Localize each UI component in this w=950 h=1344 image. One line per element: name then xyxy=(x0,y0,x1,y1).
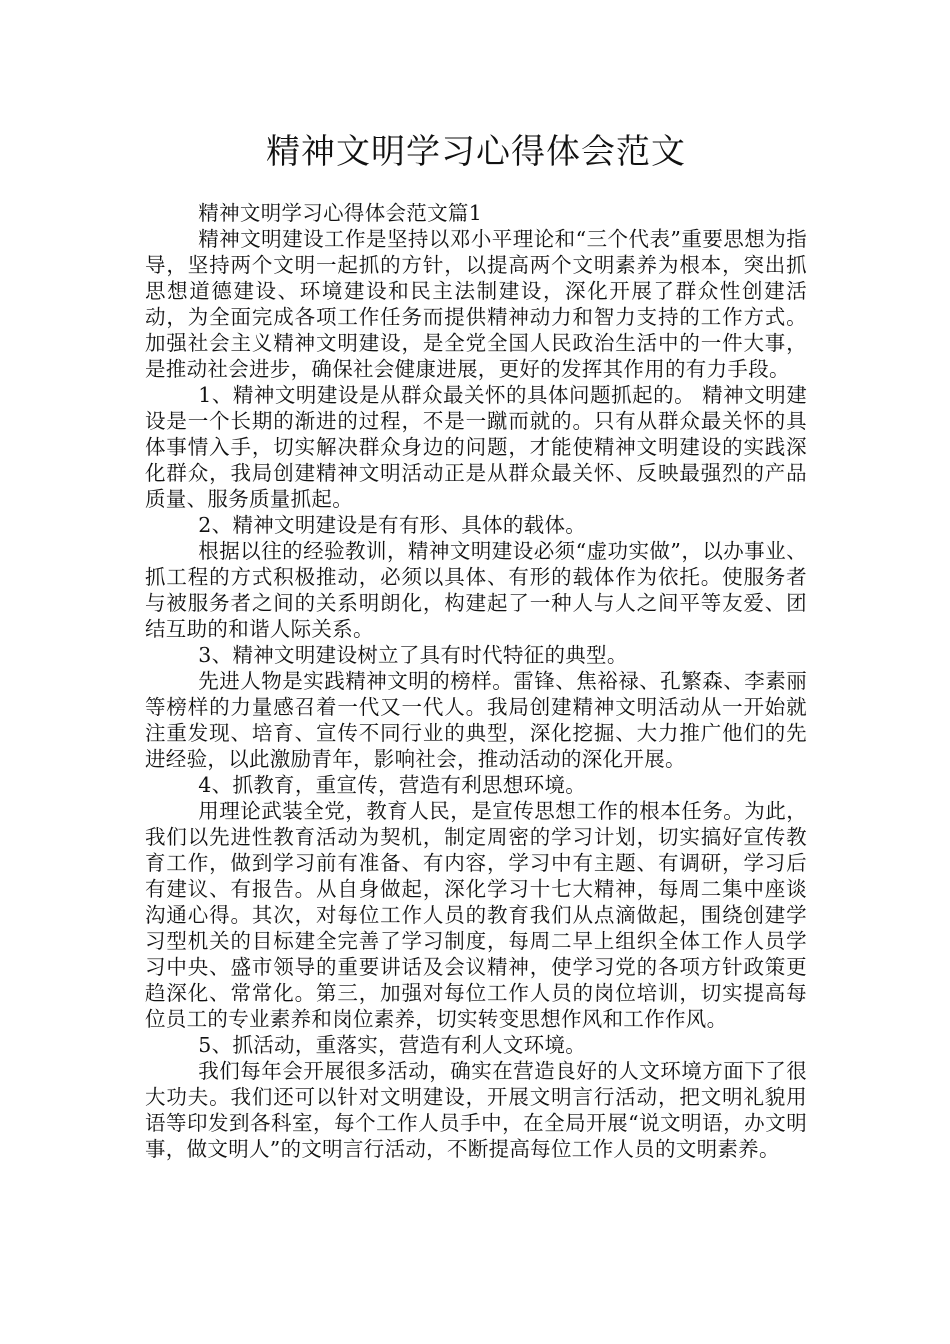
point-heading: 4、抓教育，重宣传，营造有利思想环境。 xyxy=(198,773,587,797)
point-heading: 5、抓活动，重落实，营造有利人文环境。 xyxy=(198,1033,587,1057)
paragraph: 先进人物是实践精神文明的榜样。雷锋、焦裕禄、孔繁森、李素丽等榜样的力量感召着一代又一代人。我局创建精神文明活动从一开始就注重发现、培育、宣传不同行业的典型，深化挖掘、大力推广他们的先进经验，以此激励青年，影响社会，推动活动的深化开展。 xyxy=(145,669,807,771)
document-body xyxy=(145,200,807,1162)
paragraph: 我们每年会开展很多活动，确实在营造良好的人文环境方面下了很大功夫。我们还可以针对文明建设，开展文明言行活动，把文明礼貌用语等印发到各科室，每个工作人员手中，在全局开展“说文明语，办文明事，做文明人”的文明言行活动，不断提高每位工作人员的文明素养。 xyxy=(145,1059,807,1161)
document-title: 精神文明学习心得体会范文 xyxy=(266,132,686,172)
paragraph: 精神文明建设工作是坚持以邓小平理论和“三个代表”重要思想为指导，坚持两个文明一起抓的方针，以提高两个文明素养为根本，突出抓思想道德建设、环境建设和民主法制建设，深化开展了群众性创建活动，为全面完成各项工作任务而提供精神动力和智力支持的工作方式。加强社会主义精神文明建设，是全党全国人民政治生活中的一件大事，是推动社会进步，确保社会健康进展，更好的发挥其作用的有力手段。 xyxy=(145,227,807,381)
paragraph: 1、精神文明建设是从群众最关怀的具体问题抓起的。 精神文明建设是一个长期的渐进的过程，不是一蹴而就的。只有从群众最关怀的具体事情入手，切实解决群众身边的问题，才能使精神文明建设的实践深化群众，我局创建精神文明活动正是从群众最关怀、反映最强烈的产品质量、服务质量抓起。 xyxy=(145,383,807,511)
point-heading: 2、精神文明建设是有有形、具体的载体。 xyxy=(198,513,587,537)
document-page xyxy=(145,0,807,1162)
paragraph: 用理论武装全党，教育人民，是宣传思想工作的根本任务。为此，我们以先进性教育活动为契机，制定周密的学习计划，切实搞好宣传教育工作，做到学习前有准备、有内容，学习中有主题、有调研，学习后有建议、有报告。从自身做起，深化学习十七大精神，每周二集中座谈沟通心得。其次，对每位工作人员的教育我们从点滴做起，围绕创建学习型机关的目标建全完善了学习制度，每周二早上组织全体工作人员学习中央、盛市领导的重要讲话及会议精神，使学习党的各项方针政策更趋深化、常常化。第三，加强对每位工作人员的岗位培训，切实提高每位员工的专业素养和岗位素养，切实转变思想作风和工作作风。 xyxy=(145,799,807,1031)
point-heading: 3、精神文明建设树立了具有时代特征的典型。 xyxy=(198,643,628,667)
section-heading: 精神文明学习心得体会范文篇1 xyxy=(198,201,483,225)
paragraph: 根据以往的经验教训，精神文明建设必须“虚功实做”，以办事业、抓工程的方式积极推动，必须以具体、有形的载体作为依托。使服务者与被服务者之间的关系明朗化，构建起了一种人与人之间平等友爱、团结互助的和谐人际关系。 xyxy=(145,539,807,641)
